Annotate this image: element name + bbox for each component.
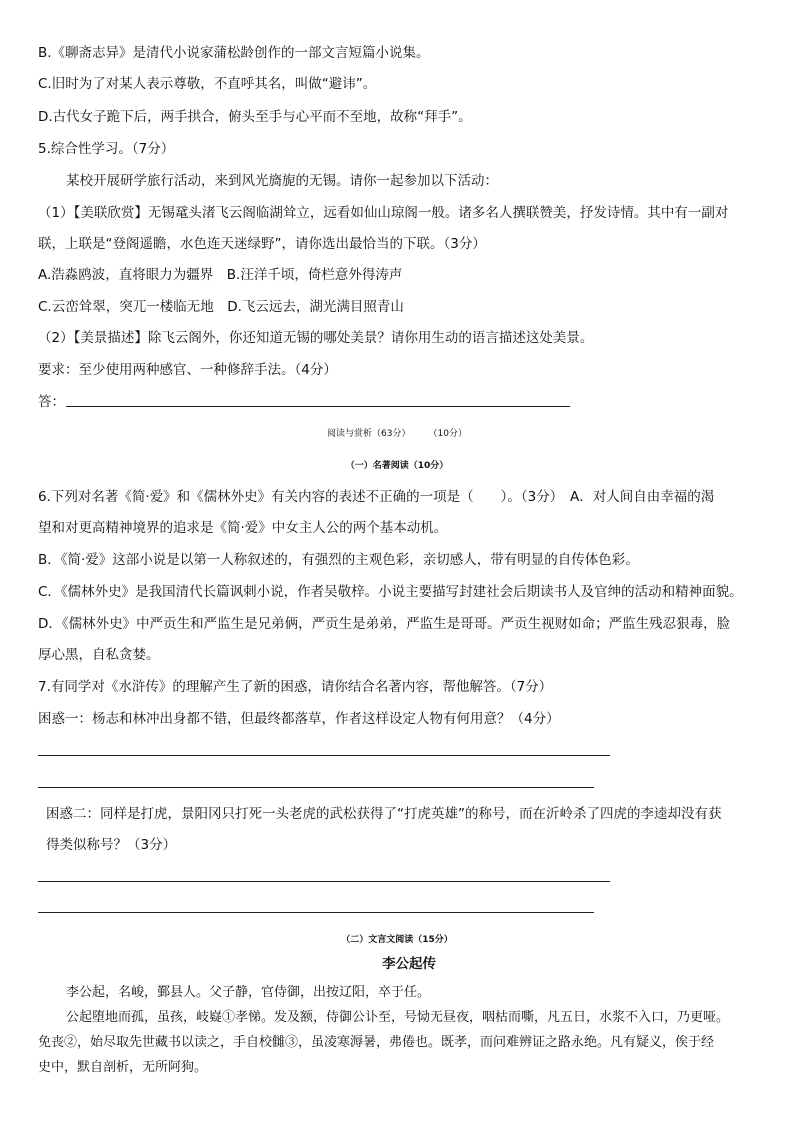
q7-question1: 困惑一：杨志和林冲出身都不错，但最终都落草，作者这样设定人物有何用意？（4分）: [38, 711, 560, 727]
section-reading-heading: 阅读与赏析（63分） （10分）: [327, 429, 467, 439]
q4-option-c: C.旧时为了对某人表示尊敬，不直呼其名，叫做“避讳”。: [38, 76, 377, 92]
passage-line2: 公起堕地而孤，虽孩，岐嶷①孝悌。发及额，侍御公讣至，号恸无昼夜，咽枯而嘶，凡五日，水浆不入口，乃更哑。: [66, 1010, 730, 1025]
q4-option-b: B.《聊斋志异》是清代小说家蒲松龄创作的一部文言短篇小说集。: [38, 45, 430, 61]
answer-line[interactable]: [38, 881, 610, 882]
passage-line3: 免丧②，始尽取先世藏书以读之，手自校雠③，虽凌寒溽暑，弗倦也。既孝，而问难辨证之路永绝。凡有疑义，俟于经: [38, 1035, 715, 1050]
q7-question2-line1: 困惑二：同样是打虎，景阳冈只打死一头老虎的武松获得了“打虎英雄”的称号，而在沂岭杀了四虎的李逵却没有获: [46, 806, 722, 822]
section-2-heading: （二）文言文阅读（15分）: [341, 935, 453, 945]
q5-part2-requirement: 要求：至少使用两种感官、一种修辞手法。（4分）: [38, 362, 337, 378]
q4-option-d: D.古代女子跪下后，两手拱合，俯头至手与心平而不至地，故称“拜手”。: [38, 109, 472, 125]
q5-title: 5.综合性学习。（7分）: [38, 141, 175, 157]
q5-part2: （2）【美景描述】除飞云阁外，你还知道无锡的哪处美景？请你用生动的语言描述这处美景。: [38, 330, 594, 346]
q6-option-d-line1: D．《儒林外史》中严贡生和严监生是兄弟俩，严贡生是弟弟，严监生是哥哥。严贡生视财如命；严监生残忍狠毒，脸: [38, 616, 731, 632]
q6-option-d-line2: 厚心黑，自私贪婪。: [38, 647, 160, 663]
answer-line[interactable]: [38, 755, 610, 756]
q6-option-b: B．《简·爱》这部小说是以第一人称叙述的，有强烈的主观色彩，亲切感人，带有明显的自传体色彩。: [38, 552, 639, 568]
q7-question2-line2: 得类似称号？（3分）: [46, 837, 177, 853]
answer-line[interactable]: [38, 787, 594, 788]
passage-title: 李公起传: [382, 956, 436, 972]
q5-part1-line2: 联，上联是“登阁遥瞻，水色连天迷绿野”，请你选出最恰当的下联。（3分）: [38, 236, 486, 252]
q5-part1-options-cd: C.云峦耸翠，突兀一楼临无地 D.飞云远去，湖光满目照青山: [38, 299, 404, 315]
q7-title: 7.有同学对《水浒传》的理解产生了新的困惑，请你结合名著内容，帮他解答。（7分）: [38, 679, 553, 695]
passage-line4: 史中，默自剖析，无所阿狗。: [38, 1060, 208, 1075]
q5-part1-options-ab: A.浩淼鸥波，直将眼力为疆界 B.汪洋千顷，倚栏意外得涛声: [38, 267, 403, 283]
answer-line[interactable]: [38, 912, 594, 913]
q5-intro: 某校开展研学旅行活动，来到风光旖旎的无锡。请你一起参加以下活动：: [66, 173, 498, 189]
answer-line[interactable]: [66, 406, 570, 407]
passage-line1: 李公起，名峻，鄞县人。父子静，官侍御，出按辽阳，卒于任。: [66, 985, 431, 1000]
q6-line1: 6.下列对名著《简·爱》和《儒林外史》有关内容的表述不正确的一项是（ ）。（3分） A．对人间自由幸福的渴: [38, 489, 715, 505]
answer-label: 答：: [38, 394, 65, 410]
q6-line2: 望和对更高精神境界的追求是《简·爱》中女主人公的两个基本动机。: [38, 520, 448, 536]
section-1-heading: （一）名著阅读（10分）: [345, 461, 449, 471]
q5-part1-line1: （1）【美联欣赏】无锡鼋头渚飞云阁临湖耸立，远看如仙山琼阁一般。诸多名人撰联赞美，抒发诗情。其中有一副对: [38, 205, 729, 221]
q6-option-c: C．《儒林外史》是我国清代长篇讽刺小说，作者吴敬梓。小说主要描写封建社会后期读书人及官绅的活动和精神面貌。: [38, 584, 743, 600]
